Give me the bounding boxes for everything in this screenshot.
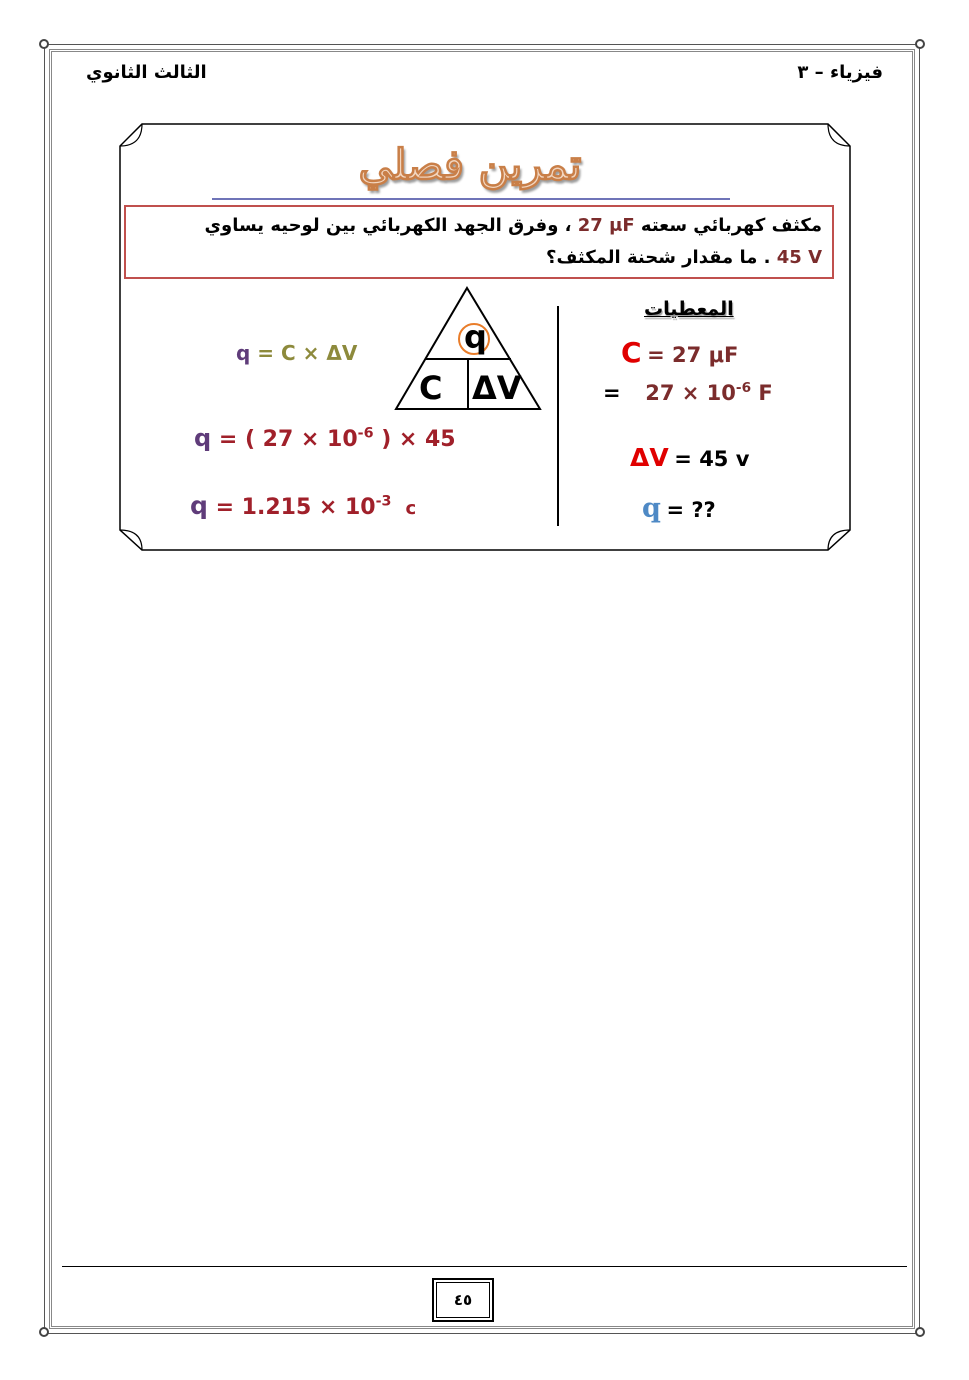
substitution-step: [194, 424, 456, 452]
result-exponent: -3: [375, 493, 392, 510]
corner-ornament: [915, 39, 925, 49]
question-text-1: مكثف كهربائي سعته: [640, 215, 822, 236]
question-line-1: [205, 215, 822, 236]
c-symbol: C: [621, 336, 642, 369]
capacitance-value: 27 μF: [577, 215, 635, 236]
column-divider: [557, 306, 559, 526]
given-capacitance: [621, 336, 738, 369]
dv-symbol: ΔV: [630, 443, 669, 472]
c-value: = 27 μF: [647, 343, 739, 367]
c-conv-unit: F: [751, 381, 773, 405]
formula-q: q: [236, 341, 251, 365]
given-capacitance-converted: [603, 380, 773, 405]
step1-q: q: [194, 424, 212, 452]
q-value: = ??: [666, 498, 716, 522]
c-conv-base: 27 × 10: [645, 381, 736, 405]
result-step: [190, 491, 416, 520]
triangle-dv: ΔV: [472, 369, 522, 407]
c-conv-equals: =: [603, 381, 621, 405]
result-unit: c: [405, 498, 417, 519]
corner-ornament: [915, 1327, 925, 1337]
result-q: q: [190, 491, 208, 520]
formula-rhs: = C × ΔV: [250, 341, 358, 365]
given-title: المعطيات: [644, 298, 734, 320]
page-number-box: [432, 1278, 494, 1322]
page-number: ٤٥: [436, 1282, 490, 1318]
question-line-2: [546, 247, 822, 268]
exercise-title: تمرين فصلي: [358, 140, 582, 189]
dv-value: = 45 v: [674, 447, 750, 471]
corner-ornament: [39, 1327, 49, 1337]
result-expr: = 1.215 × 10: [207, 495, 376, 520]
formula: [236, 341, 357, 365]
step1-expr: = ( 27 × 10: [211, 427, 358, 452]
question-text-3: . ما مقدار شحنة المكثف؟: [546, 247, 771, 268]
given-voltage: [630, 443, 749, 472]
header-grade: الثالث الثانوي: [86, 62, 207, 83]
question-text-2: ، وفرق الجهد الكهربائي بين لوحيه يساوي: [204, 215, 572, 236]
step1-exponent: -6: [357, 425, 374, 442]
title-underline: [212, 198, 730, 200]
c-conv-exponent: -6: [735, 380, 752, 396]
step1-end: ) × 45: [373, 427, 456, 452]
footer-rule: [62, 1266, 907, 1267]
question-box: [124, 205, 834, 279]
triangle-q: q: [464, 318, 487, 356]
triangle-c: C: [419, 369, 443, 407]
q-symbol: q: [642, 493, 661, 524]
voltage-value: 45 V: [776, 247, 822, 268]
corner-ornament: [39, 39, 49, 49]
given-charge: [642, 493, 716, 524]
header-subject: فيزياء – ٣: [797, 62, 883, 83]
